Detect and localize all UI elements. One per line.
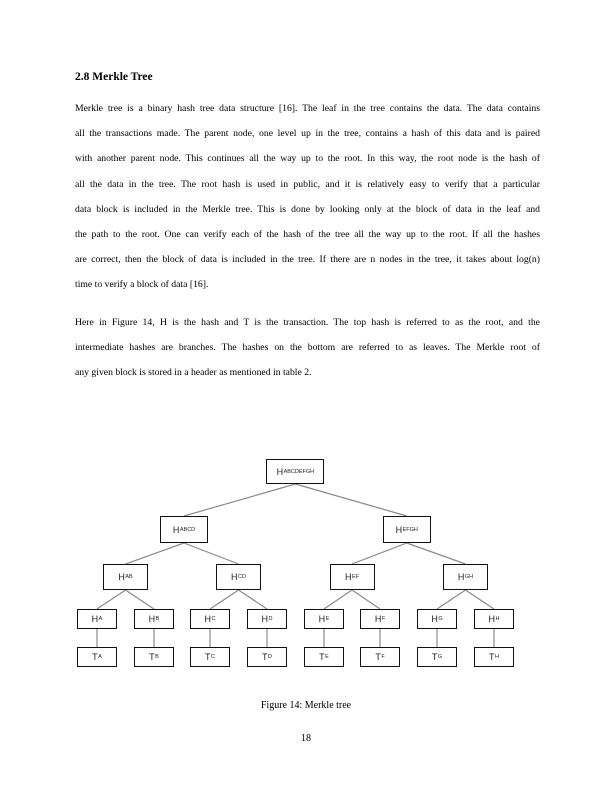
node-subscript: GH	[464, 574, 474, 580]
tree-edge	[352, 543, 407, 564]
text-line: with another parent node. This continues all the way up to the root. In this way, the root node is the hash of	[75, 153, 540, 165]
node-subscript: E	[325, 654, 329, 660]
branch-hash-node	[330, 564, 375, 590]
node-symbol: H	[395, 524, 403, 535]
text-line: data block is included in the Merkle tree. This is done by looking only at the block of data in the leaf and	[75, 203, 540, 215]
text-line: time to verify a block of data [16].	[75, 279, 209, 291]
leaf-hash-node	[190, 609, 230, 629]
transaction-node	[77, 647, 117, 667]
node-symbol: T	[92, 652, 98, 662]
node-symbol: H	[204, 614, 211, 624]
node-subscript: C	[211, 616, 216, 622]
transaction-node	[247, 647, 287, 667]
text-line: Here in Figure 14, H is the hash and T is the transaction. The top hash is referred to as the root, and the	[75, 317, 540, 328]
tree-edge	[126, 543, 185, 564]
tree-edge	[352, 590, 380, 609]
text-line: all the transactions made. The parent node, one level up in the tree, contains a hash of this data and is paired	[75, 128, 540, 140]
text-line: all the data in the tree. The root hash is used in public, and it is relatively easy to verify that a particular	[75, 178, 540, 190]
merkle-tree-figure	[75, 455, 540, 677]
figure-caption: Figure 14: Merkle tree	[260, 700, 352, 711]
tree-edge	[184, 484, 295, 516]
node-subscript: EFGH	[402, 526, 418, 533]
page-number: 18	[301, 733, 311, 744]
node-symbol: H	[148, 614, 156, 624]
tree-edge	[466, 590, 495, 609]
tree-edge	[324, 590, 352, 609]
node-subscript: F	[381, 616, 386, 622]
node-subscript: D	[268, 616, 273, 622]
node-symbol: T	[205, 652, 211, 662]
text-line: the path to the root. One can verify each of the hash of the tree all the way up to the root. If all the hashes	[75, 229, 540, 241]
tree-edge	[295, 484, 406, 516]
branch-hash-node	[160, 516, 208, 543]
tree-edge	[97, 590, 126, 609]
node-subscript: F	[381, 654, 385, 660]
tree-edge	[437, 590, 466, 609]
node-subscript: D	[268, 654, 272, 660]
node-symbol: T	[431, 652, 438, 662]
node-symbol: T	[489, 652, 495, 662]
node-symbol: T	[149, 652, 155, 662]
text-line: any given block is stored in a header as mentioned in table 2.	[75, 367, 312, 379]
node-subscript: H	[495, 616, 500, 622]
tree-edge	[210, 590, 239, 609]
node-subscript: ABCD	[179, 526, 196, 533]
node-symbol: H	[488, 614, 495, 624]
node-symbol: H	[457, 572, 465, 582]
branch-hash-node	[103, 564, 148, 590]
branch-hash-node	[383, 516, 431, 543]
node-symbol: H	[431, 614, 438, 624]
node-symbol: T	[319, 652, 325, 662]
leaf-hash-node	[474, 609, 514, 629]
node-subscript: G	[438, 616, 443, 622]
node-subscript: E	[325, 616, 330, 622]
node-symbol: H	[91, 614, 99, 624]
text-line: Merkle tree is a binary hash tree data structure [16]. The leaf in the tree contains the data. The data contains	[75, 103, 540, 114]
node-symbol: H	[172, 524, 180, 535]
leaf-hash-node	[247, 609, 287, 629]
node-subscript: H	[495, 654, 499, 660]
leaf-hash-node	[304, 609, 344, 629]
leaf-hash-node	[77, 609, 117, 629]
paragraph-figure-explanation	[75, 310, 540, 386]
leaf-hash-node	[417, 609, 457, 629]
node-symbol: H	[261, 614, 268, 624]
node-symbol: H	[344, 572, 352, 582]
tree-edge	[126, 590, 155, 609]
transaction-node	[190, 647, 230, 667]
section-heading: 2.8 Merkle Tree	[75, 71, 153, 83]
tree-edge	[184, 543, 239, 564]
tree-edge	[239, 590, 268, 609]
transaction-node	[474, 647, 514, 667]
node-symbol: H	[118, 572, 125, 582]
text-line: intermediate hashes are branches. The hashes on the bottom are referred to as leaves. The Merkle root of	[75, 342, 540, 354]
root-hash-node	[266, 459, 324, 484]
text-line: are correct, then the block of data is included in the tree. If there are n nodes in the tree, it takes about log(n)	[75, 254, 540, 266]
node-symbol: T	[262, 652, 268, 662]
node-subscript: C	[211, 654, 215, 660]
node-symbol: H	[276, 466, 284, 477]
leaf-hash-node	[360, 609, 400, 629]
transaction-node	[360, 647, 400, 667]
node-subscript: B	[155, 654, 159, 660]
transaction-node	[417, 647, 457, 667]
node-symbol: H	[318, 614, 326, 624]
node-symbol: H	[374, 614, 382, 624]
leaf-hash-node	[134, 609, 174, 629]
node-subscript: B	[155, 616, 160, 622]
node-subscript: A	[98, 654, 102, 660]
branch-hash-node	[216, 564, 261, 590]
transaction-node	[134, 647, 174, 667]
node-symbol: T	[375, 652, 381, 662]
paragraph-merkle-description	[75, 96, 540, 298]
node-subscript: CD	[238, 574, 246, 580]
node-subscript: ABCDEFGH	[283, 468, 315, 475]
node-subscript: EF	[351, 574, 360, 580]
node-subscript: AB	[125, 574, 133, 580]
tree-edge	[407, 543, 466, 564]
transaction-node	[304, 647, 344, 667]
node-subscript: G	[437, 654, 443, 660]
branch-hash-node	[443, 564, 488, 590]
node-symbol: H	[231, 572, 238, 582]
node-subscript: A	[98, 616, 103, 622]
